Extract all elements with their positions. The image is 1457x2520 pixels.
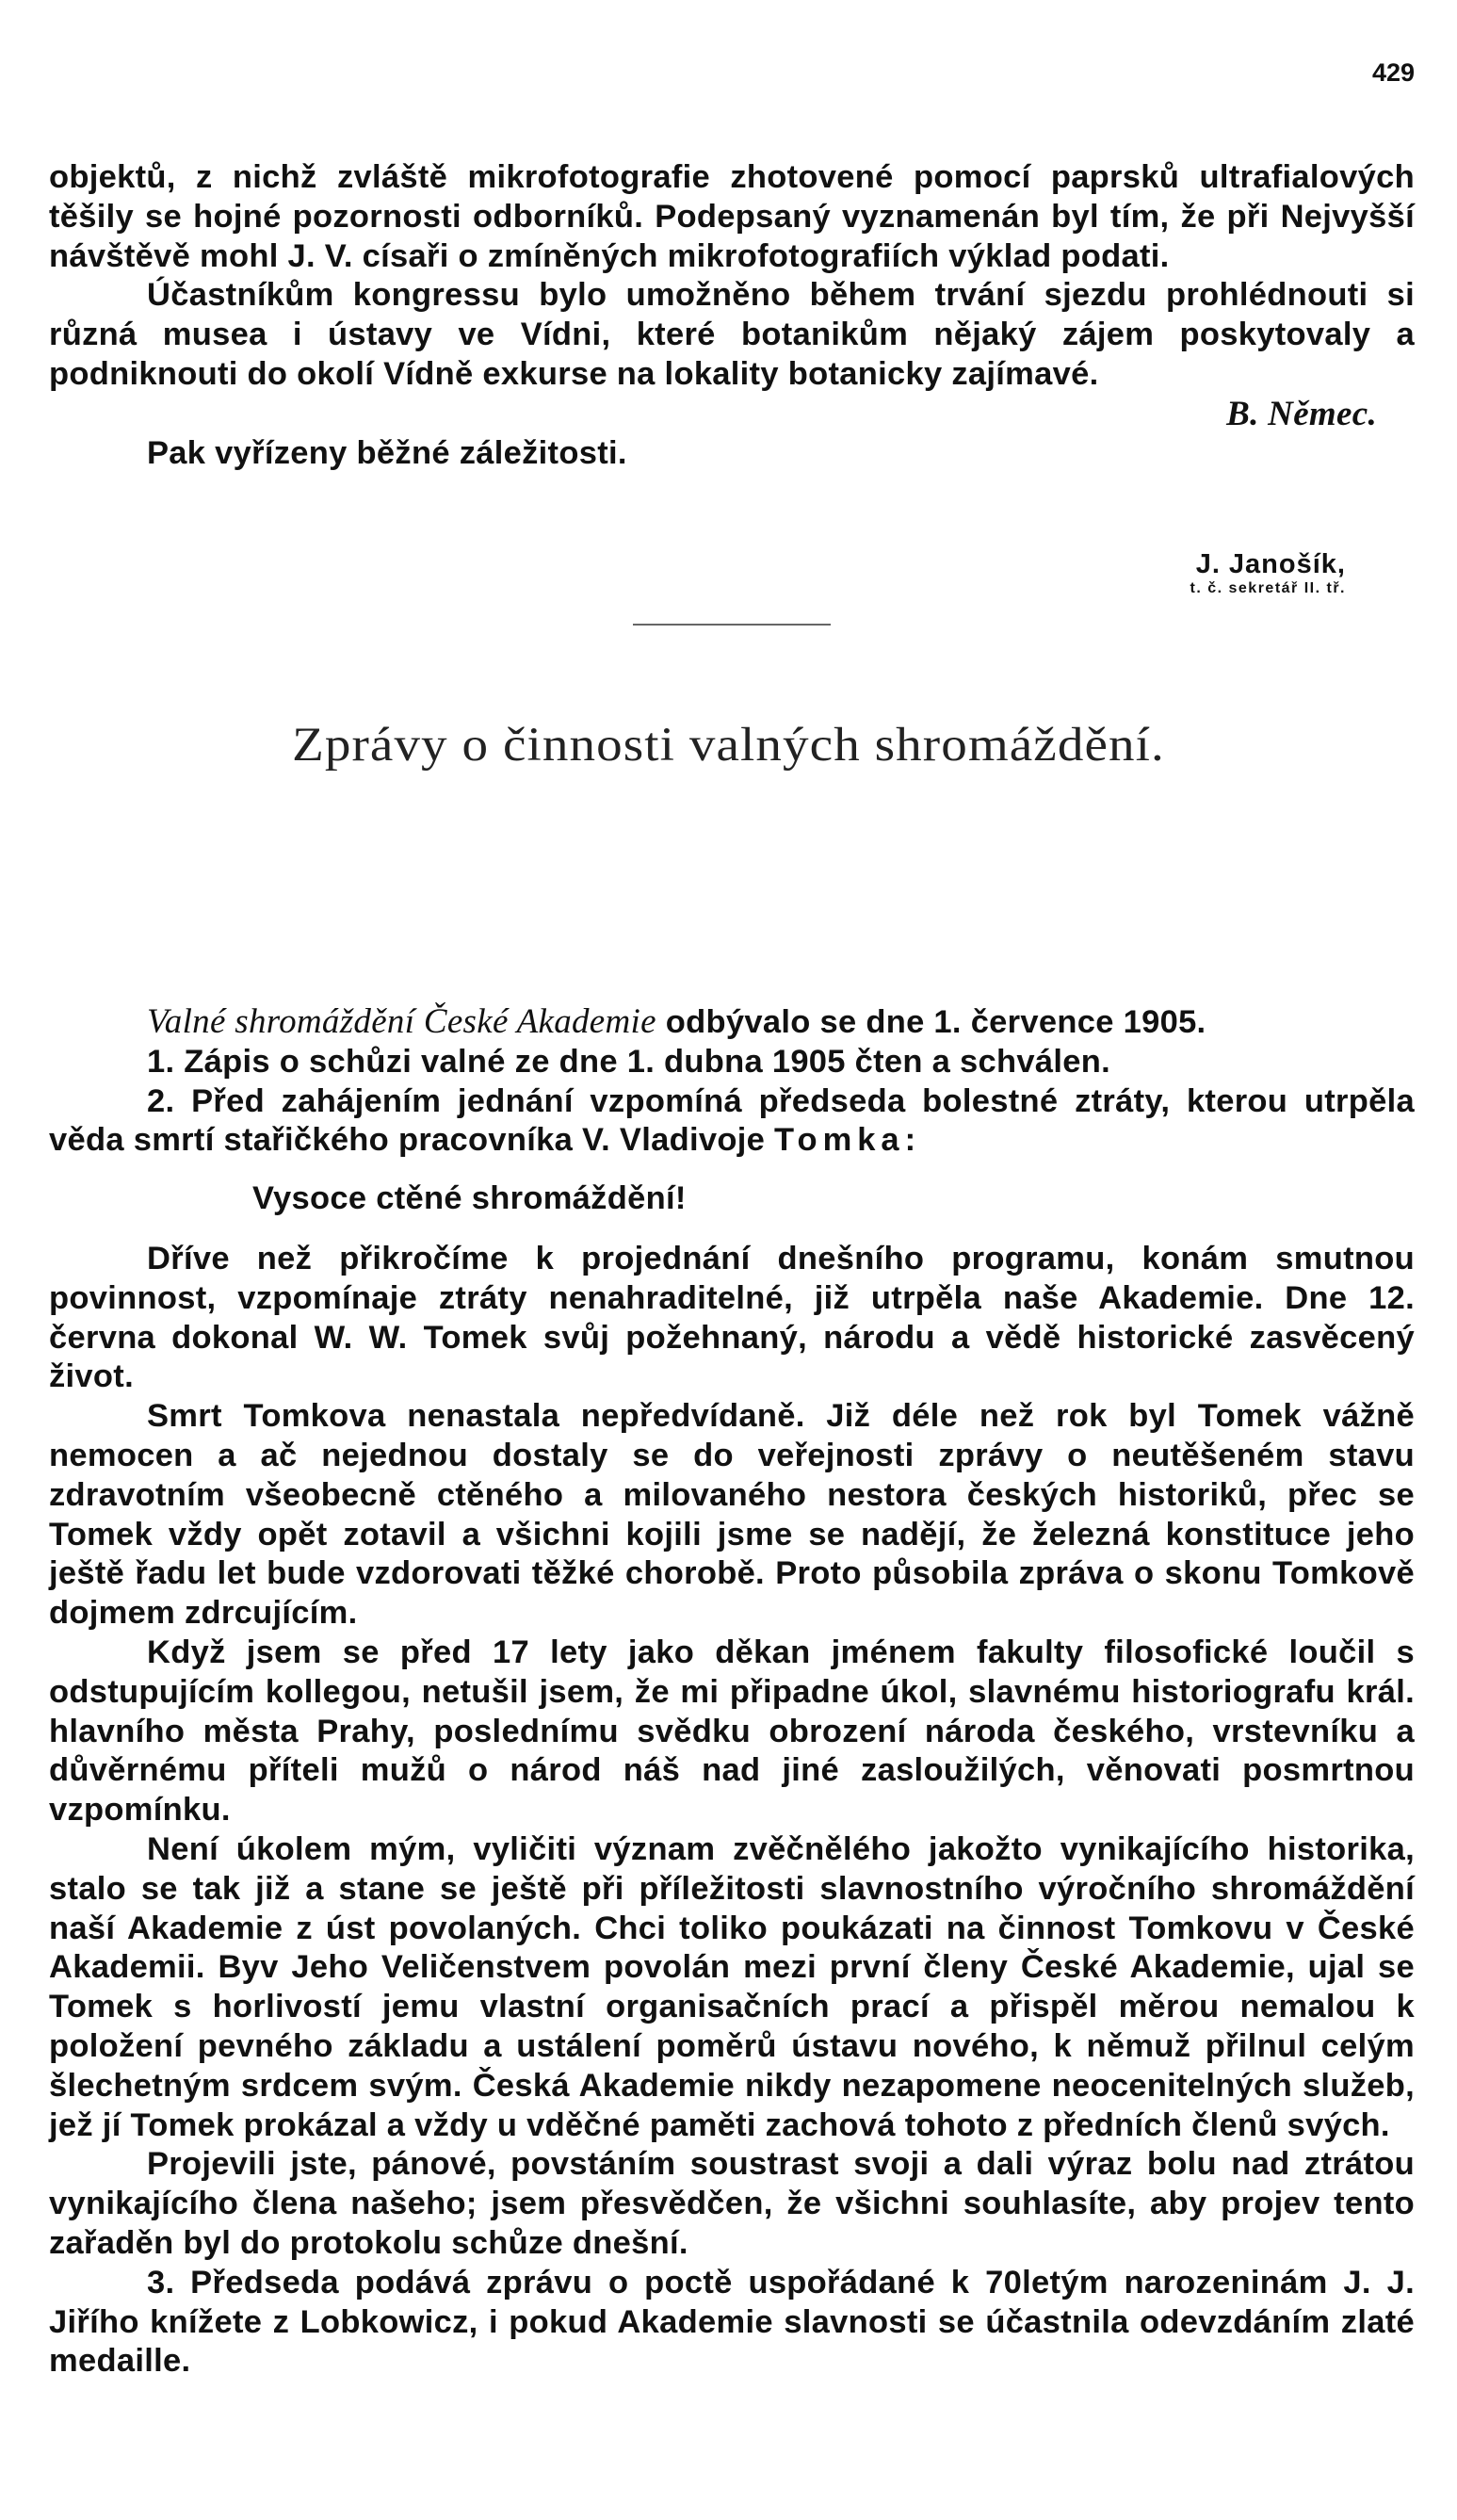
author-signature: B. Němec.: [1226, 394, 1377, 433]
signer-title: t. č. sekretář II. tř.: [1190, 580, 1346, 596]
speech-paragraph-1: Dříve než přikročíme k projednání dnešního programu, konám smutnou povinnost, vzpomínaje ztráty nenahraditelné, již utrpěla naše Akademie. Dne 12. června dokonal W. W. Tomek svůj požehnaný, národu a vědě historické zasvěcený život.: [49, 1240, 1415, 1395]
paragraph-1: objektů, z nichž zvláště mikrofotografie zhotovené pomocí paprsků ultrafialových těšily se hojné pozornosti odborníků. Podepsaný vyznamenán byl tím, že při Nejvyšší návštěvě mohl J. V. císaři o zmíněných mikrofotografiích výklad podati.: [49, 159, 1415, 274]
body-text-block: [49, 1002, 1415, 2382]
item-3: 3. Předseda podává zprávu o poctě uspořádané k 70letým narozeninám J. J. Jiřího knížete z Lobkowicz, i pokud Akademie slavnosti se účastnila odevzdáním zlaté medaille.: [49, 2264, 1415, 2380]
signer-name: J. Janošík,: [1195, 549, 1346, 579]
item-2: [49, 1082, 1415, 1162]
lead-rest: odbývalo se dne 1. července 1905.: [656, 1004, 1206, 1040]
salutation: Vysoce ctěné shromáždění!: [252, 1180, 687, 1217]
item-2-name: Tomka:: [773, 1122, 922, 1159]
paragraph-3: Pak vyřízeny běžné záležitosti.: [147, 434, 627, 471]
speech-paragraph-3: Když jsem se před 17 lety jako děkan jménem fakulty filosofické loučil s odstupujícím kollegou, netušil jsem, že mi připadne úkol, slavnému historiografu král. hlavního města Prahy, poslednímu svědku obrození národa českého, vrstevníku a důvěrnému příteli mužů o národ náš nad jiné zasloužilých, věnovati posmrtnou vzpomínku.: [49, 1634, 1415, 1829]
paragraph-2: Účastníkům kongressu bylo umožněno během trvání sjezdu prohlédnouti si různá musea i ústavy ve Vídni, které botanikům nějaký zájem poskytovaly a podniknouti do okolí Vídně exkurse na lokality botanicky zajímavé.: [49, 277, 1415, 392]
section-divider: [633, 624, 831, 626]
signer-block: [1190, 549, 1346, 597]
page-number: 429: [1371, 58, 1415, 87]
lead-paragraph: [49, 1002, 1415, 1043]
section-heading: Zprávy o činnosti valných shromáždění.: [292, 719, 1165, 772]
item-1: 1. Zápis o schůzi valné ze dne 1. dubna 1905 čten a schválen.: [147, 1043, 1111, 1080]
speech-paragraph-5: Projevili jste, pánové, povstáním soustrast svoji a dali výraz bolu nad ztrátou vynikajícího člena našeho; jsem přesvědčen, že všichni souhlasíte, aby projev tento zařaděn byl do protokolu schůze dnešní.: [49, 2146, 1415, 2261]
lead-italic: Valné shromáždění České Akademie: [147, 1002, 656, 1041]
speech-paragraph-4: Není úkolem mým, vyličiti význam zvěčnělého jakožto vynikajícího historika, stalo se tak již a stane se ještě při příležitosti slavnostního výročního shromáždění naší Akademie z úst povolaných. Chci toliko poukázati na činnost Tomkovu v České Akademii. Byv Jeho Veličenstvem povolán mezi první členy České Akademie, ujal se Tomek s horlivostí jemu vlastní organisačních prací a přispěl měrou nemalou k položení pevného základu a ustálení poměrů ústavu nového, k němuž přilnul celým šlechetným srdcem svým. Česká Akademie nikdy nezapomene neocenitelných služeb, jež jí Tomek prokázal a vždy u vděčné paměti zachová tohoto z předních členů svých.: [49, 1830, 1415, 2143]
author-signature-row: [49, 395, 1415, 434]
item-2-text: 2. Před zahájením jednání vzpomíná předseda bolestné ztráty, kterou utrpěla věda smrtí stařičkého pracovníka V. Vladivoje: [49, 1082, 1415, 1159]
top-text-block: [49, 158, 1415, 473]
speech-paragraph-2: Smrt Tomkova nenastala nepředvídaně. Již déle než rok byl Tomek vážně nemocen a ač nejednou dostaly se do veřejnosti zprávy o neutěšeném stavu zdravotním všeobecně ctěného a milovaného nestora českých historiků, přec se Tomek vždy opět zotavil a všichni kojili jsme se nadějí, že železná konstituce jeho ještě řadu let bude vzdorovati těžké chorobě. Proto působila zpráva o skonu Tomkově dojmem zdrcujícím.: [49, 1398, 1415, 1632]
